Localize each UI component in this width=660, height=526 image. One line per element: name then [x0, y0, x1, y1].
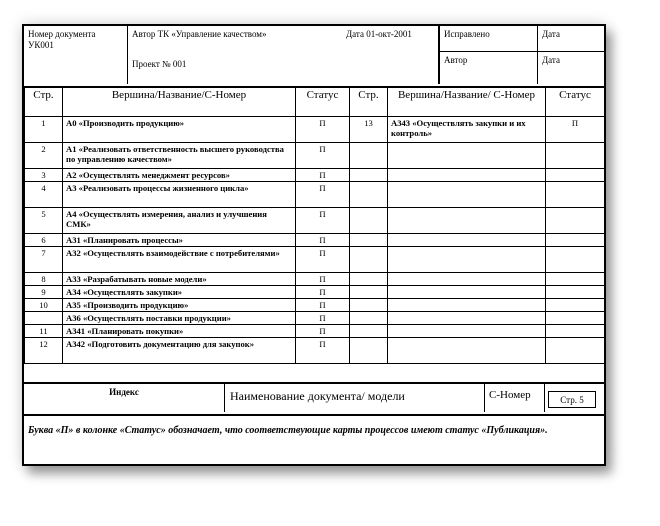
row-page-2: 13 [350, 117, 388, 143]
footer-doc-name: Наименование документа/ модели [230, 389, 405, 403]
row-status-2 [546, 143, 605, 169]
col-header-status-2: Статус [546, 87, 605, 117]
row-page-2 [350, 325, 388, 338]
row-name-2 [388, 299, 546, 312]
row-name-2 [388, 273, 546, 286]
table-row [25, 169, 605, 182]
col-header-name-2: Вершина/Название/ С-Номер [388, 87, 546, 117]
footer-index: Индекс [109, 387, 139, 397]
row-page: 3 [25, 169, 63, 182]
row-name-2 [388, 325, 546, 338]
row-page: 9 [25, 286, 63, 299]
row-status-2 [546, 234, 605, 247]
row-status-2 [546, 273, 605, 286]
row-name-2 [388, 247, 546, 273]
row-page: 12 [25, 338, 63, 364]
row-page-2 [350, 312, 388, 325]
row-status-2 [546, 286, 605, 299]
row-name-2 [388, 234, 546, 247]
document-footer [24, 382, 604, 416]
row-page-2 [350, 273, 388, 286]
table-row [25, 208, 605, 234]
document-sheet [22, 24, 606, 466]
row-name: А34 «Осуществлять закупки» [63, 286, 296, 299]
row-page-2 [350, 182, 388, 208]
table-row [25, 286, 605, 299]
author-right-label: Автор [444, 55, 468, 65]
row-page: 6 [25, 234, 63, 247]
date-right-top: Дата [542, 29, 560, 39]
row-status-2 [546, 169, 605, 182]
row-name-2 [388, 169, 546, 182]
row-name: А4 «Осуществлять измерения, анализ и улучшения СМК» [63, 208, 296, 234]
row-status: П [296, 117, 350, 143]
row-status: П [296, 325, 350, 338]
author-label: Автор ТК «Управление качеством» [132, 29, 267, 39]
document-header [24, 26, 604, 88]
row-status: П [296, 234, 350, 247]
row-page: 1 [25, 117, 63, 143]
table-header-row [25, 87, 605, 117]
table-row [25, 325, 605, 338]
corrected-label: Исправлено [444, 29, 490, 39]
row-page-2 [350, 143, 388, 169]
table-row [25, 234, 605, 247]
status-note: Буква «П» в колонке «Статус» обозначает, что соответствующие карты процессов имеют статус «Публикация». [28, 425, 548, 436]
row-name: А36 «Осуществлять поставки продукции» [63, 312, 296, 325]
row-name: А32 «Осуществлять взаимодействие с потребителями» [63, 247, 296, 273]
row-name: А35 «Производить продукцию» [63, 299, 296, 312]
col-header-status: Статус [296, 87, 350, 117]
row-status: П [296, 338, 350, 364]
row-name: А341 «Планировать покупки» [63, 325, 296, 338]
row-status-2 [546, 247, 605, 273]
row-page-2 [350, 299, 388, 312]
date-label: Дата 01-окт-2001 [346, 29, 412, 39]
row-page-2 [350, 169, 388, 182]
row-name: А0 «Производить продукцию» [63, 117, 296, 143]
table-row [25, 143, 605, 169]
row-status: П [296, 286, 350, 299]
row-name: А342 «Подготовить документацию для закупок» [63, 338, 296, 364]
doc-number: УК001 [28, 40, 54, 50]
doc-number-label: Номер документа [28, 29, 96, 39]
row-status-2: П [546, 117, 605, 143]
table-row [25, 182, 605, 208]
table-row [25, 299, 605, 312]
row-page-2 [350, 338, 388, 364]
row-status: П [296, 299, 350, 312]
row-status: П [296, 169, 350, 182]
row-status-2 [546, 338, 605, 364]
row-page-2 [350, 234, 388, 247]
row-page-2 [350, 208, 388, 234]
row-name-2 [388, 286, 546, 299]
row-page: 11 [25, 325, 63, 338]
footer-c-number: С-Номер [489, 389, 531, 401]
row-status: П [296, 182, 350, 208]
row-name: А2 «Осуществлять менеджмент ресурсов» [63, 169, 296, 182]
table-row [25, 338, 605, 364]
row-name: А3 «Реализовать процессы жизненного цикла» [63, 182, 296, 208]
table-body [25, 117, 605, 364]
row-page: 2 [25, 143, 63, 169]
row-name-2: А343 «Осуществлять закупки и их контроль» [388, 117, 546, 143]
footer-page-box: Стр. 5 [548, 391, 596, 408]
row-name: А31 «Планировать процессы» [63, 234, 296, 247]
table-row [25, 247, 605, 273]
row-page-2 [350, 286, 388, 299]
col-header-page-2: Стр. [350, 87, 388, 117]
row-status: П [296, 208, 350, 234]
row-status: П [296, 143, 350, 169]
date-right-bottom: Дата [542, 55, 560, 65]
row-status-2 [546, 325, 605, 338]
row-name-2 [388, 143, 546, 169]
row-name-2 [388, 208, 546, 234]
row-name: А33 «Разрабатывать новые модели» [63, 273, 296, 286]
row-page: 8 [25, 273, 63, 286]
row-page [25, 312, 63, 325]
doc-number-cell [24, 26, 127, 54]
row-page: 10 [25, 299, 63, 312]
col-header-page: Стр. [25, 87, 63, 117]
row-page: 7 [25, 247, 63, 273]
row-page: 4 [25, 182, 63, 208]
row-name: А1 «Реализовать ответственность высшего руководства по управлению качеством» [63, 143, 296, 169]
table-row [25, 117, 605, 143]
table-row [25, 312, 605, 325]
row-page-2 [350, 247, 388, 273]
table-row [25, 273, 605, 286]
row-status: П [296, 273, 350, 286]
row-status-2 [546, 182, 605, 208]
col-header-name: Вершина/Название/С-Номер [63, 87, 296, 117]
row-status: П [296, 312, 350, 325]
row-status-2 [546, 312, 605, 325]
row-status: П [296, 247, 350, 273]
row-name-2 [388, 182, 546, 208]
row-status-2 [546, 208, 605, 234]
row-status-2 [546, 299, 605, 312]
project-label: Проект № 001 [132, 59, 187, 69]
row-name-2 [388, 338, 546, 364]
process-table [24, 86, 605, 364]
row-name-2 [388, 312, 546, 325]
row-page: 5 [25, 208, 63, 234]
